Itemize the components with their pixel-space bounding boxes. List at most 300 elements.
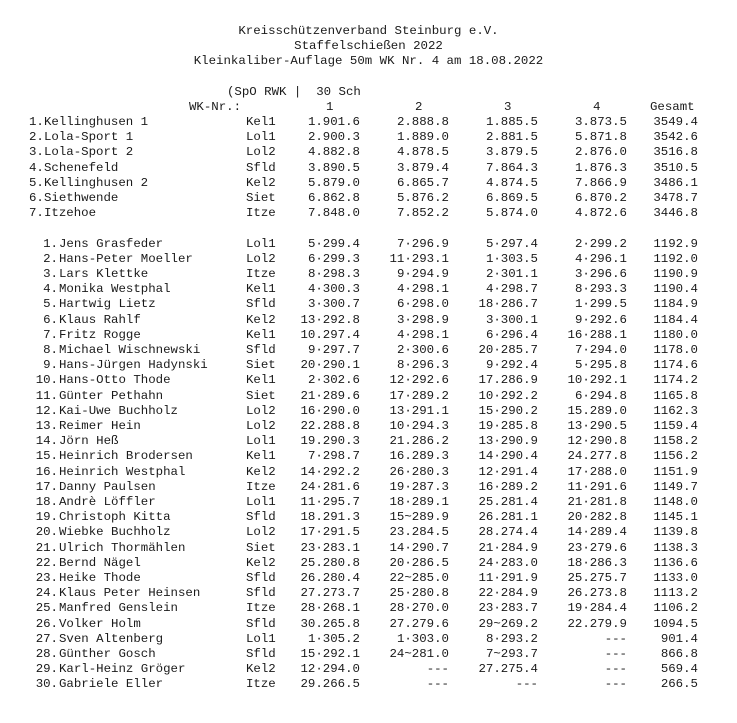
- shooter-row: [0, 404, 737, 419]
- column-header-row: [0, 100, 737, 115]
- shooter-row: [0, 617, 737, 632]
- round-3-score: 21·284.9: [478, 540, 538, 555]
- rank: 5.: [43, 297, 58, 312]
- club-code: Sfld: [246, 297, 276, 312]
- round-2-score: 21.286.2: [389, 434, 449, 449]
- round-4-score: 11·291.6: [567, 479, 627, 494]
- round-2-score: 10·294.3: [389, 418, 449, 433]
- rank: 24.: [35, 586, 58, 601]
- round-2-score: 1·303.0: [396, 631, 449, 646]
- round-4-score: 16·288.1: [567, 327, 627, 342]
- rank: 4.: [29, 160, 44, 175]
- club-code: Itze: [246, 677, 276, 692]
- round-3-score: 14·290.4: [478, 449, 538, 464]
- name: Jörn Heß: [59, 434, 119, 449]
- total-score: 1151.9: [653, 464, 698, 479]
- round-2-score: 28·270.0: [389, 601, 449, 616]
- rank: 16.: [35, 464, 58, 479]
- round-1-score: 8·298.3: [307, 266, 360, 281]
- shooter-row: [0, 647, 737, 662]
- total-score: 1113.2: [653, 586, 698, 601]
- shooter-row: [0, 495, 737, 510]
- round-3-score: 1.885.5: [485, 115, 538, 129]
- club-code: Kel2: [246, 555, 276, 570]
- shooter-row: [0, 297, 737, 312]
- round-1-score: 6·299.3: [307, 251, 360, 266]
- round-1-score: 7·298.7: [307, 449, 360, 464]
- round-1-score: 9·297.7: [307, 342, 360, 357]
- club-code: Itze: [246, 479, 276, 494]
- round-2-score: 2·300.6: [396, 342, 449, 357]
- total-score: 1145.1: [653, 510, 698, 525]
- total-score: 1133.0: [653, 570, 698, 585]
- total-score: 1149.7: [653, 479, 698, 494]
- shooter-row: [0, 343, 737, 358]
- round-1-score: 12·294.0: [300, 662, 360, 677]
- round-4-score: 14·289.4: [567, 525, 627, 540]
- club-code: Sfld: [246, 586, 276, 601]
- round-2-score: 2.888.8: [396, 115, 449, 129]
- rank: 26.: [35, 616, 58, 631]
- col-header-4: 4: [593, 100, 601, 114]
- round-3-score: 9·292.4: [485, 358, 538, 373]
- round-3-score: 10·292.2: [478, 388, 538, 403]
- round-2-score: 4·298.1: [396, 282, 449, 297]
- name: Manfred Genslein: [59, 601, 178, 616]
- name: Heinrich Westphal: [59, 464, 186, 479]
- round-3-score: 23·283.7: [478, 601, 538, 616]
- round-3-score: 28.274.4: [478, 525, 538, 540]
- total-score: 569.4: [660, 662, 698, 677]
- name: Danny Paulsen: [59, 479, 156, 494]
- round-2-score: 22~285.0: [389, 570, 449, 585]
- round-4-score: 12·290.8: [567, 434, 627, 449]
- total-score: 1184.9: [653, 297, 698, 312]
- shooter-row: [0, 449, 737, 464]
- name: Itzehoe: [44, 206, 97, 221]
- total-score: 1156.2: [653, 449, 698, 464]
- rank: 7.: [43, 327, 58, 342]
- club-code: Kel2: [246, 464, 276, 479]
- rank: 5.: [29, 175, 44, 190]
- shooter-row: [0, 510, 737, 525]
- club-code: Sfld: [246, 160, 276, 175]
- rank: 1.: [43, 236, 58, 251]
- total-score: 1139.8: [653, 525, 698, 540]
- round-1-score: 3·300.7: [307, 297, 360, 312]
- round-4-score: 1·299.5: [574, 297, 627, 312]
- round-2-score: 8·296.3: [396, 358, 449, 373]
- round-4-score: 24.277.8: [567, 449, 627, 464]
- round-1-score: 17·291.5: [300, 525, 360, 540]
- round-3-score: 18·286.7: [478, 297, 538, 312]
- shooter-row: [0, 434, 737, 449]
- round-1-score: 2·302.6: [307, 373, 360, 388]
- round-4-score: 23·279.6: [567, 540, 627, 555]
- total-score: 3510.5: [653, 160, 698, 175]
- name: Klaus Rahlf: [59, 312, 141, 327]
- round-3-score: 16·289.2: [478, 479, 538, 494]
- round-3-score: 20·285.7: [478, 342, 538, 357]
- total-score: 1192.9: [653, 236, 698, 251]
- round-1-score: 1.901.6: [307, 115, 360, 129]
- round-1-score: 20·290.1: [300, 358, 360, 373]
- shooter-row: [0, 586, 737, 601]
- shooter-row: [0, 632, 737, 647]
- round-4-score: ---: [604, 646, 627, 661]
- club-code: Lol2: [246, 403, 276, 418]
- name: Heinrich Brodersen: [59, 449, 193, 464]
- club-code: Sfld: [246, 570, 276, 585]
- total-score: 1190.9: [653, 266, 698, 281]
- round-3-score: 3.879.5: [485, 145, 538, 160]
- total-score: 1184.4: [653, 312, 698, 327]
- club-code: Lol1: [246, 631, 276, 646]
- total-score: 3486.1: [653, 175, 698, 190]
- rank: 20.: [35, 525, 58, 540]
- shooter-row: [0, 358, 737, 373]
- name: Jens Grasfeder: [59, 236, 164, 251]
- rank: 15.: [35, 449, 58, 464]
- total-score: 3446.8: [653, 206, 698, 221]
- name: Schenefeld: [44, 160, 119, 175]
- total-score: 1158.2: [653, 434, 698, 449]
- round-2-score: 1.889.0: [396, 130, 449, 145]
- round-2-score: 6.865.7: [396, 175, 449, 190]
- total-score: 1138.3: [653, 540, 698, 555]
- club-code: Siet: [246, 388, 276, 403]
- round-3-score: 7.864.3: [485, 160, 538, 175]
- club-code: Sfld: [246, 342, 276, 357]
- rank: 4.: [43, 282, 58, 297]
- name: Wiebke Buchholz: [59, 525, 171, 540]
- rank: 13.: [35, 418, 58, 433]
- rank: 22.: [35, 555, 58, 570]
- club-code: Kel2: [246, 175, 276, 190]
- shooter-row: [0, 465, 737, 480]
- round-2-score: 14·290.7: [389, 540, 449, 555]
- round-3-score: 3·300.1: [485, 312, 538, 327]
- round-4-score: ---: [604, 631, 627, 646]
- round-1-score: 28·268.1: [300, 601, 360, 616]
- round-2-score: 4.878.5: [396, 145, 449, 160]
- name: Lola-Sport 1: [44, 130, 134, 145]
- round-3-score: 6·296.4: [485, 327, 538, 342]
- round-1-score: 19.290.3: [300, 434, 360, 449]
- round-2-score: 19·287.3: [389, 479, 449, 494]
- round-4-score: 25.275.7: [567, 570, 627, 585]
- round-3-score: 13·290.9: [478, 434, 538, 449]
- total-score: 1094.5: [653, 616, 698, 631]
- round-3-score: 15·290.2: [478, 403, 538, 418]
- rank: 30.: [35, 677, 58, 692]
- round-4-score: 21·281.8: [567, 494, 627, 509]
- club-code: Siet: [246, 191, 276, 205]
- round-1-score: 6.862.8: [307, 191, 360, 205]
- round-3-score: 5.874.0: [485, 206, 538, 221]
- total-score: 1136.6: [653, 555, 698, 570]
- round-3-score: 6.869.5: [485, 191, 538, 205]
- round-3-score: 26.281.1: [478, 510, 538, 525]
- club-code: Kel1: [246, 449, 276, 464]
- total-score: 3478.7: [653, 191, 698, 205]
- team-row: [0, 145, 737, 160]
- round-1-score: 18.291.3: [300, 510, 360, 525]
- team-row: [0, 115, 737, 130]
- round-2-score: 7·296.9: [396, 236, 449, 251]
- col-header-3: 3: [504, 100, 512, 114]
- rank: 19.: [35, 510, 58, 525]
- rank: 11.: [35, 388, 58, 403]
- round-1-score: 16·290.0: [300, 403, 360, 418]
- round-4-score: 1.876.3: [574, 160, 627, 175]
- total-score: 1190.4: [653, 282, 698, 297]
- shooter-row: [0, 541, 737, 556]
- name: Kellinghusen 1: [44, 115, 149, 129]
- round-2-score: 15~289.9: [389, 510, 449, 525]
- round-4-score: 26.273.8: [567, 586, 627, 601]
- name: Sven Altenberg: [59, 631, 164, 646]
- name: Klaus Peter Heinsen: [59, 586, 201, 601]
- name: Reimer Hein: [59, 418, 141, 433]
- round-4-score: 4.872.6: [574, 206, 627, 221]
- rank: 18.: [35, 494, 58, 509]
- club-code: Itze: [246, 266, 276, 281]
- round-1-score: 10.297.4: [300, 327, 360, 342]
- round-4-score: 2.876.0: [574, 145, 627, 160]
- club-code: Itze: [246, 601, 276, 616]
- round-3-score: 2·301.1: [485, 266, 538, 281]
- club-code: Sfld: [246, 510, 276, 525]
- total-score: 901.4: [660, 631, 698, 646]
- round-1-score: 5·299.4: [307, 236, 360, 251]
- round-2-score: 20·286.5: [389, 555, 449, 570]
- round-2-score: ---: [426, 662, 449, 677]
- round-2-score: 6·298.0: [396, 297, 449, 312]
- round-2-score: 3·298.9: [396, 312, 449, 327]
- round-4-score: 7.866.9: [574, 175, 627, 190]
- shooter-row: [0, 677, 737, 692]
- club-code: Lol2: [246, 418, 276, 433]
- name: Günter Pethahn: [59, 388, 164, 403]
- round-2-score: 12·292.6: [389, 373, 449, 388]
- club-code: Lol1: [246, 130, 276, 145]
- round-4-score: 4·296.1: [574, 251, 627, 266]
- shooter-row: [0, 389, 737, 404]
- round-1-score: 7.848.0: [307, 206, 360, 221]
- name: Kai-Uwe Buchholz: [59, 403, 178, 418]
- total-score: 1178.0: [653, 342, 698, 357]
- name: Hans-Jürgen Hadynski: [59, 358, 208, 373]
- round-3-score: 19·285.8: [478, 418, 538, 433]
- total-score: 1165.8: [653, 388, 698, 403]
- round-3-score: 24·283.0: [478, 555, 538, 570]
- rank: 9.: [43, 358, 58, 373]
- rank: 2.: [43, 251, 58, 266]
- round-4-score: 18·286.3: [567, 555, 627, 570]
- shooter-row: [0, 571, 737, 586]
- round-3-score: 5·297.4: [485, 236, 538, 251]
- round-1-score: 15·292.1: [300, 646, 360, 661]
- club-code: Lol1: [246, 236, 276, 251]
- total-score: 1174.6: [653, 358, 698, 373]
- name: Lola-Sport 2: [44, 145, 134, 160]
- club-code: Lol2: [246, 145, 276, 160]
- round-3-score: ---: [515, 677, 538, 692]
- round-4-score: 5.871.8: [574, 130, 627, 145]
- rank: 14.: [35, 434, 58, 449]
- club-code: Lol2: [246, 525, 276, 540]
- round-2-score: 3.879.4: [396, 160, 449, 175]
- round-3-score: 22·284.9: [478, 586, 538, 601]
- round-3-score: 27.275.4: [478, 662, 538, 677]
- round-3-score: 17.286.9: [478, 373, 538, 388]
- name: Siethwende: [44, 191, 119, 205]
- shooter-row: [0, 419, 737, 434]
- shooter-row: [0, 601, 737, 616]
- team-row: [0, 191, 737, 206]
- name: Günther Gosch: [59, 646, 156, 661]
- rank: 25.: [35, 601, 58, 616]
- name: Hans-Otto Thode: [59, 373, 171, 388]
- rank: 6.: [43, 312, 58, 327]
- round-4-score: 15.289.0: [567, 403, 627, 418]
- team-row: [0, 130, 737, 145]
- round-3-score: 11·291.9: [478, 570, 538, 585]
- round-3-score: 7~293.7: [485, 646, 538, 661]
- round-1-score: 2.900.3: [307, 130, 360, 145]
- round-2-score: 24~281.0: [389, 646, 449, 661]
- name: Karl-Heinz Gröger: [59, 662, 186, 677]
- round-1-score: 4·300.3: [307, 282, 360, 297]
- round-1-score: 30.265.8: [300, 616, 360, 631]
- round-4-score: 17·288.0: [567, 464, 627, 479]
- round-1-score: 27.273.7: [300, 586, 360, 601]
- round-3-score: 8·293.2: [485, 631, 538, 646]
- rank: 3.: [29, 145, 44, 160]
- round-1-score: 1·305.2: [307, 631, 360, 646]
- rank: 1.: [29, 115, 44, 129]
- club-code: Sfld: [246, 646, 276, 661]
- round-1-score: 29.266.5: [300, 677, 360, 692]
- round-1-score: 13·292.8: [300, 312, 360, 327]
- shooter-row: [0, 267, 737, 282]
- name: Hartwig Lietz: [59, 297, 156, 312]
- round-1-score: 11·295.7: [300, 494, 360, 509]
- rank: 8.: [43, 342, 58, 357]
- rank: 10.: [35, 373, 58, 388]
- round-2-score: 4·298.1: [396, 327, 449, 342]
- shooter-row: [0, 662, 737, 677]
- round-2-score: ---: [426, 677, 449, 692]
- club-code: Siet: [246, 540, 276, 555]
- round-2-score: 5.876.2: [396, 191, 449, 205]
- club-code: Kel1: [246, 327, 276, 342]
- club-code: Kel1: [246, 373, 276, 388]
- header-event: Staffelschießen 2022: [294, 39, 443, 53]
- club-code: Lol1: [246, 494, 276, 509]
- rank: 2.: [29, 130, 44, 145]
- shooter-row: [0, 556, 737, 571]
- total-score: 3549.4: [653, 115, 698, 129]
- round-1-score: 5.879.0: [307, 175, 360, 190]
- header-association: Kreisschützenverband Steinburg e.V.: [238, 24, 499, 38]
- round-1-score: 3.890.5: [307, 160, 360, 175]
- total-score: 866.8: [660, 646, 698, 661]
- round-1-score: 21·289.6: [300, 388, 360, 403]
- total-score: 1162.3: [653, 403, 698, 418]
- team-row: [0, 176, 737, 191]
- rank: 3.: [43, 266, 58, 281]
- round-4-score: 10·292.1: [567, 373, 627, 388]
- total-score: 1174.2: [653, 373, 698, 388]
- round-4-score: ---: [604, 677, 627, 692]
- round-3-score: 25.281.4: [478, 494, 538, 509]
- name: Heike Thode: [59, 570, 141, 585]
- rank: 27.: [35, 631, 58, 646]
- total-score: 1106.2: [653, 601, 698, 616]
- rank: 29.: [35, 662, 58, 677]
- shooter-row: [0, 480, 737, 495]
- total-score: 1180.0: [653, 327, 698, 342]
- club-code: Sfld: [246, 616, 276, 631]
- round-2-score: 16.289.3: [389, 449, 449, 464]
- total-score: 266.5: [660, 677, 698, 692]
- round-2-score: 27.279.6: [389, 616, 449, 631]
- round-4-score: 3·296.6: [574, 266, 627, 281]
- round-4-score: 22.279.9: [567, 616, 627, 631]
- total-score: 1148.0: [653, 494, 698, 509]
- round-2-score: 26·280.3: [389, 464, 449, 479]
- name: Andrè Löffler: [59, 494, 156, 509]
- col-header-1: 1: [326, 100, 334, 114]
- header-note: (SpO RWK | 30 Sch: [227, 85, 361, 99]
- club-code: Kel1: [246, 115, 276, 129]
- round-2-score: 13·291.1: [389, 403, 449, 418]
- name: Bernd Nägel: [59, 555, 141, 570]
- shooter-row: [0, 328, 737, 343]
- name: Volker Holm: [59, 616, 141, 631]
- round-1-score: 22.288.8: [300, 418, 360, 433]
- club-code: Lol2: [246, 251, 276, 266]
- total-score: 1159.4: [653, 418, 698, 433]
- rank: 12.: [35, 403, 58, 418]
- round-4-score: 9·292.6: [574, 312, 627, 327]
- name: Monika Westphal: [59, 282, 171, 297]
- round-2-score: 9·294.9: [396, 266, 449, 281]
- round-1-score: 25.280.8: [300, 555, 360, 570]
- round-3-score: 2.881.5: [485, 130, 538, 145]
- club-code: Siet: [246, 358, 276, 373]
- club-code: Kel2: [246, 662, 276, 677]
- wk-label: WK-Nr.:: [189, 100, 242, 114]
- total-score: 3516.8: [653, 145, 698, 160]
- round-4-score: 6.870.2: [574, 191, 627, 205]
- rank: 23.: [35, 570, 58, 585]
- team-row: [0, 161, 737, 176]
- round-2-score: 17·289.2: [389, 388, 449, 403]
- round-4-score: 5·295.8: [574, 358, 627, 373]
- round-2-score: 25·280.8: [389, 586, 449, 601]
- name: Ulrich Thormählen: [59, 540, 186, 555]
- club-code: Kel1: [246, 282, 276, 297]
- round-4-score: ---: [604, 662, 627, 677]
- rank: 28.: [35, 646, 58, 661]
- round-1-score: 24·281.6: [300, 479, 360, 494]
- name: Christoph Kitta: [59, 510, 171, 525]
- name: Fritz Rogge: [59, 327, 141, 342]
- round-3-score: 4.874.5: [485, 175, 538, 190]
